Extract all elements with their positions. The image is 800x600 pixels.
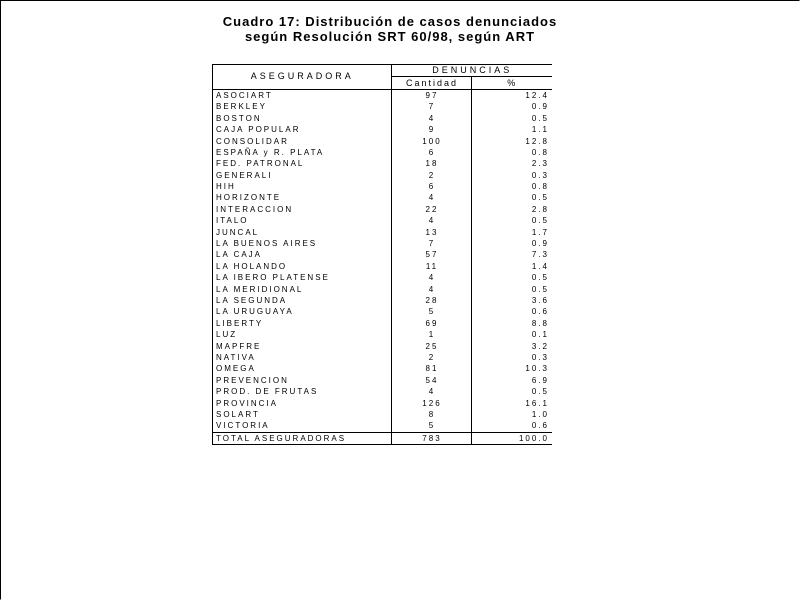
table-row bbox=[213, 226, 553, 237]
table-row bbox=[213, 340, 553, 351]
cantidad-cell: 2 bbox=[392, 170, 472, 181]
insurer-name: PROD. DE FRUTAS bbox=[213, 386, 392, 397]
insurer-name: INTERACCION bbox=[213, 204, 392, 215]
table-row bbox=[213, 158, 553, 169]
table-row bbox=[213, 306, 553, 317]
percent-cell: 3.2 bbox=[472, 340, 552, 351]
percent-cell: 6.9 bbox=[472, 375, 552, 386]
table-row bbox=[213, 238, 553, 249]
total-row bbox=[213, 432, 553, 444]
percent-cell: 0.5 bbox=[472, 272, 552, 283]
percent-cell: 12.8 bbox=[472, 135, 552, 146]
cantidad-cell: 2 bbox=[392, 352, 472, 363]
insurer-name: CAJA POPULAR bbox=[213, 124, 392, 135]
percent-cell: 0.5 bbox=[472, 215, 552, 226]
insurer-name: BOSTON bbox=[213, 113, 392, 124]
cantidad-cell: 4 bbox=[392, 283, 472, 294]
insurer-name: HIH bbox=[213, 181, 392, 192]
table-row bbox=[213, 215, 553, 226]
cantidad-cell: 13 bbox=[392, 226, 472, 237]
table-row bbox=[213, 363, 553, 374]
percent-cell: 16.1 bbox=[472, 397, 552, 408]
insurer-name: NATIVA bbox=[213, 352, 392, 363]
table-row bbox=[213, 261, 553, 272]
header-percent: % bbox=[472, 77, 552, 89]
percent-cell: 0.6 bbox=[472, 306, 552, 317]
denuncias-table bbox=[212, 64, 552, 445]
table-row bbox=[213, 352, 553, 363]
table-row bbox=[213, 409, 553, 420]
table-row bbox=[213, 386, 553, 397]
table-row bbox=[213, 318, 553, 329]
cantidad-cell: 25 bbox=[392, 340, 472, 351]
table-row bbox=[213, 295, 553, 306]
percent-cell: 3.6 bbox=[472, 295, 552, 306]
cantidad-cell: 4 bbox=[392, 215, 472, 226]
insurer-name: GENERALI bbox=[213, 170, 392, 181]
percent-cell: 1.1 bbox=[472, 124, 552, 135]
insurer-name: LA IBERO PLATENSE bbox=[213, 272, 392, 283]
cantidad-cell: 4 bbox=[392, 386, 472, 397]
percent-cell: 8.8 bbox=[472, 318, 552, 329]
insurer-name: OMEGA bbox=[213, 363, 392, 374]
insurer-name: LA BUENOS AIRES bbox=[213, 238, 392, 249]
cantidad-cell: 11 bbox=[392, 261, 472, 272]
total-percent: 100.0 bbox=[472, 432, 552, 444]
percent-cell: 1.7 bbox=[472, 226, 552, 237]
insurer-name: VICTORIA bbox=[213, 420, 392, 432]
percent-cell: 0.5 bbox=[472, 386, 552, 397]
insurer-name: BERKLEY bbox=[213, 101, 392, 112]
title-line-2: según Resolución SRT 60/98, según ART bbox=[244, 29, 536, 44]
percent-cell: 12.4 bbox=[472, 89, 552, 101]
percent-cell: 10.3 bbox=[472, 363, 552, 374]
table-row bbox=[213, 329, 553, 340]
table-row bbox=[213, 397, 553, 408]
percent-cell: 0.5 bbox=[472, 113, 552, 124]
insurer-name: SOLART bbox=[213, 409, 392, 420]
percent-cell: 0.5 bbox=[472, 192, 552, 203]
insurer-name: CONSOLIDAR bbox=[213, 135, 392, 146]
table-row bbox=[213, 204, 553, 215]
cantidad-cell: 7 bbox=[392, 101, 472, 112]
cantidad-cell: 126 bbox=[392, 397, 472, 408]
insurer-name: LA HOLANDO bbox=[213, 261, 392, 272]
percent-cell: 2.3 bbox=[472, 158, 552, 169]
cantidad-cell: 81 bbox=[392, 363, 472, 374]
cantidad-cell: 54 bbox=[392, 375, 472, 386]
table-row bbox=[213, 124, 553, 135]
percent-cell: 1.0 bbox=[472, 409, 552, 420]
table-row bbox=[213, 272, 553, 283]
cantidad-cell: 57 bbox=[392, 249, 472, 260]
insurer-name: PROVINCIA bbox=[213, 397, 392, 408]
percent-cell: 2.8 bbox=[472, 204, 552, 215]
cantidad-cell: 69 bbox=[392, 318, 472, 329]
insurer-name: MAPFRE bbox=[213, 340, 392, 351]
percent-cell: 0.1 bbox=[472, 329, 552, 340]
table-row bbox=[213, 249, 553, 260]
table-row bbox=[213, 181, 553, 192]
table-row bbox=[213, 283, 553, 294]
table-row bbox=[213, 135, 553, 146]
cantidad-cell: 28 bbox=[392, 295, 472, 306]
cantidad-cell: 97 bbox=[392, 89, 472, 101]
insurer-name: ASOCIART bbox=[213, 89, 392, 101]
percent-cell: 0.9 bbox=[472, 238, 552, 249]
percent-cell: 0.3 bbox=[472, 170, 552, 181]
insurer-name: PREVENCION bbox=[213, 375, 392, 386]
cantidad-cell: 18 bbox=[392, 158, 472, 169]
cantidad-cell: 1 bbox=[392, 329, 472, 340]
percent-cell: 0.9 bbox=[472, 101, 552, 112]
cantidad-cell: 4 bbox=[392, 113, 472, 124]
percent-cell: 1.4 bbox=[472, 261, 552, 272]
table-row bbox=[213, 101, 553, 112]
insurer-name: LIBERTY bbox=[213, 318, 392, 329]
header-denuncias: DENUNCIAS bbox=[392, 65, 552, 77]
cantidad-cell: 5 bbox=[392, 420, 472, 432]
cantidad-cell: 8 bbox=[392, 409, 472, 420]
table-row bbox=[213, 420, 553, 432]
table-row bbox=[213, 192, 553, 203]
cantidad-cell: 100 bbox=[392, 135, 472, 146]
title-line-1: Cuadro 17: Distribución de casos denunciados bbox=[222, 14, 558, 29]
insurer-name: LA MERIDIONAL bbox=[213, 283, 392, 294]
total-label: TOTAL ASEGURADORAS bbox=[213, 432, 392, 444]
insurer-name: FED. PATRONAL bbox=[213, 158, 392, 169]
insurer-name: LA SEGUNDA bbox=[213, 295, 392, 306]
percent-cell: 7.3 bbox=[472, 249, 552, 260]
percent-cell: 0.5 bbox=[472, 283, 552, 294]
cantidad-cell: 4 bbox=[392, 272, 472, 283]
insurer-name: LA CAJA bbox=[213, 249, 392, 260]
table-row bbox=[213, 170, 553, 181]
insurer-name: LUZ bbox=[213, 329, 392, 340]
insurer-name: JUNCAL bbox=[213, 226, 392, 237]
insurer-name: ITALO bbox=[213, 215, 392, 226]
percent-cell: 0.3 bbox=[472, 352, 552, 363]
cantidad-cell: 6 bbox=[392, 181, 472, 192]
header-aseguradora: ASEGURADORA bbox=[213, 65, 392, 90]
table-row bbox=[213, 113, 553, 124]
percent-cell: 0.8 bbox=[472, 147, 552, 158]
cantidad-cell: 22 bbox=[392, 204, 472, 215]
table-row bbox=[213, 89, 553, 101]
table-row bbox=[213, 375, 553, 386]
insurer-name: HORIZONTE bbox=[213, 192, 392, 203]
cantidad-cell: 7 bbox=[392, 238, 472, 249]
cantidad-cell: 6 bbox=[392, 147, 472, 158]
table-row bbox=[213, 147, 553, 158]
percent-cell: 0.6 bbox=[472, 420, 552, 432]
table-body bbox=[213, 89, 553, 432]
page-title bbox=[150, 14, 630, 44]
insurer-name: ESPAÑA y R. PLATA bbox=[213, 147, 392, 158]
cantidad-cell: 9 bbox=[392, 124, 472, 135]
cantidad-cell: 5 bbox=[392, 306, 472, 317]
cantidad-cell: 4 bbox=[392, 192, 472, 203]
insurer-name: LA URUGUAYA bbox=[213, 306, 392, 317]
header-cantidad: Cantidad bbox=[392, 77, 472, 89]
percent-cell: 0.8 bbox=[472, 181, 552, 192]
total-cantidad: 783 bbox=[392, 432, 472, 444]
